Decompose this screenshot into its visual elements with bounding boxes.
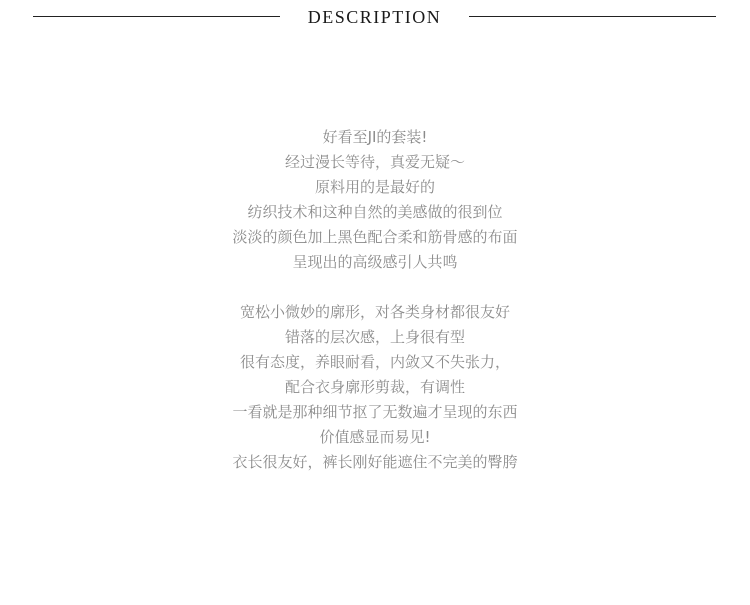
header-left-rule xyxy=(33,16,280,17)
paragraph-spacer xyxy=(0,275,750,300)
description-line: 纺织技术和这种自然的美感做的很到位 xyxy=(247,203,503,221)
description-line: 很有态度，养眼耐看，内敛又不失张力， xyxy=(239,353,510,371)
description-line: 呈现出的高级感引人共鸣 xyxy=(292,253,458,271)
header-right-rule xyxy=(469,16,716,17)
description-line: 原料用的是最好的 xyxy=(314,178,435,196)
description-line: 一看就是那种细节抠了无数遍才呈现的东西 xyxy=(232,403,518,421)
section-header xyxy=(0,0,750,36)
description-paragraph-2 xyxy=(0,300,750,475)
section-title: DESCRIPTION xyxy=(307,7,442,27)
description-line: 宽松小微妙的廓形，对各类身材都很友好 xyxy=(239,303,510,321)
description-line: 淡淡的颜色加上黑色配合柔和筋骨感的布面 xyxy=(232,228,518,246)
description-line: 价值感显而易见! xyxy=(319,428,431,446)
description-paragraph-1 xyxy=(0,125,750,275)
description-line: 配合衣身廓形剪裁，有调性 xyxy=(284,378,465,396)
description-line: 经过漫长等待，真爱无疑〜 xyxy=(284,153,465,171)
description-line: 衣长很友好，裤长刚好能遮住不完美的臀胯 xyxy=(232,453,518,471)
description-line: 错落的层次感，上身很有型 xyxy=(284,328,465,346)
description-line: 好看至JI的套装! xyxy=(322,128,428,146)
product-description xyxy=(0,125,750,475)
